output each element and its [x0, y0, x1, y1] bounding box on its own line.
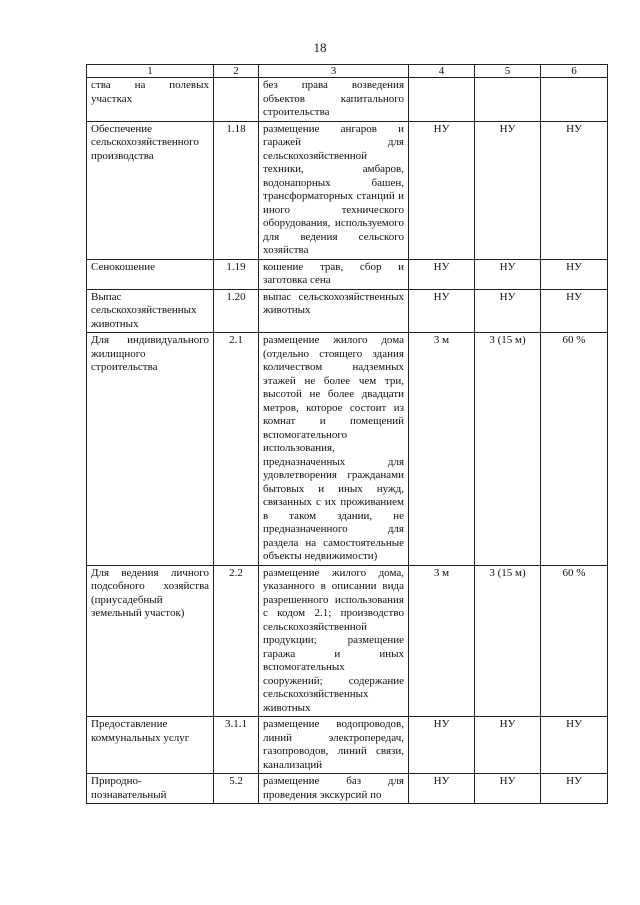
- value-col-5: НУ: [475, 121, 541, 259]
- use-description: размещение баз для проведения экскурсий по: [259, 774, 409, 804]
- value-col-6: 60 %: [541, 565, 608, 717]
- value-col-5: НУ: [475, 717, 541, 774]
- use-description: кошение трав, сбор и заготовка сена: [259, 259, 409, 289]
- value-col-6: НУ: [541, 121, 608, 259]
- use-description: без права возведения объектов капитального строительства: [259, 78, 409, 122]
- header-col-2: 2: [214, 65, 259, 78]
- value-col-4: НУ: [409, 717, 475, 774]
- value-col-5: НУ: [475, 289, 541, 333]
- value-col-4: НУ: [409, 259, 475, 289]
- value-col-6: НУ: [541, 289, 608, 333]
- use-code: 3.1.1: [214, 717, 259, 774]
- header-col-6: 6: [541, 65, 608, 78]
- value-col-5: 3 (15 м): [475, 333, 541, 566]
- table-header-row: [87, 65, 608, 78]
- use-name: Предоставление коммунальных услуг: [87, 717, 214, 774]
- table-row: [87, 333, 608, 566]
- value-col-5: НУ: [475, 774, 541, 804]
- header-col-4: 4: [409, 65, 475, 78]
- table-row: [87, 259, 608, 289]
- header-col-1: 1: [87, 65, 214, 78]
- table-row: [87, 78, 608, 122]
- value-col-4: [409, 78, 475, 122]
- table-row: [87, 565, 608, 717]
- use-description: размещение жилого дома, указанного в описании вида разрешенного использования с кодом 2.1; производство сельскохозяйственной продукции; размещение гаража и иных вспомогательных сооружений; содержание сельскохозяйственных животных: [259, 565, 409, 717]
- use-name: Выпас сельскохозяйственных животных: [87, 289, 214, 333]
- value-col-5: НУ: [475, 259, 541, 289]
- value-col-6: НУ: [541, 259, 608, 289]
- use-code: 1.19: [214, 259, 259, 289]
- use-name: Для индивидуального жилищного строительства: [87, 333, 214, 566]
- value-col-6: НУ: [541, 717, 608, 774]
- table-row: [87, 289, 608, 333]
- use-description: размещение ангаров и гаражей для сельскохозяйственной техники, амбаров, водонапорных башен, трансформаторных станций и иного технического оборудования, используемого для ведения сельского хозяйства: [259, 121, 409, 259]
- use-code: 1.18: [214, 121, 259, 259]
- use-code: 2.1: [214, 333, 259, 566]
- use-name: Для ведения личного подсобного хозяйства (приусадебный земельный участок): [87, 565, 214, 717]
- value-col-4: НУ: [409, 774, 475, 804]
- use-description: размещение водопроводов, линий электропередач, газопроводов, линий связи, канализаций: [259, 717, 409, 774]
- value-col-6: НУ: [541, 774, 608, 804]
- table-row: [87, 717, 608, 774]
- value-col-5: 3 (15 м): [475, 565, 541, 717]
- use-code: 2.2: [214, 565, 259, 717]
- value-col-6: [541, 78, 608, 122]
- use-name: Сенокошение: [87, 259, 214, 289]
- value-col-4: НУ: [409, 289, 475, 333]
- value-col-4: 3 м: [409, 333, 475, 566]
- use-description: размещение жилого дома (отдельно стоящего здания количеством надземных этажей не более чем три, высотой не более двадцати метров, которое состоит из комнат и помещений вспомогательного использования, предназначенных для удовлетворения гражданами бытовых и иных нужд, связанных с их проживанием в таком здании, не предназначенного для раздела на самостоятельные объекты недвижимости): [259, 333, 409, 566]
- value-col-6: 60 %: [541, 333, 608, 566]
- table-row: [87, 121, 608, 259]
- value-col-4: 3 м: [409, 565, 475, 717]
- value-col-5: [475, 78, 541, 122]
- table-row: [87, 774, 608, 804]
- use-code: [214, 78, 259, 122]
- page-number: 18: [313, 40, 327, 55]
- use-name: Природно-познавательный: [87, 774, 214, 804]
- value-col-4: НУ: [409, 121, 475, 259]
- use-code: 5.2: [214, 774, 259, 804]
- header-col-3: 3: [259, 65, 409, 78]
- use-name: ства на полевых участках: [87, 78, 214, 122]
- use-description: выпас сельскохозяйственных животных: [259, 289, 409, 333]
- land-use-table: [86, 64, 608, 804]
- use-code: 1.20: [214, 289, 259, 333]
- use-name: Обеспечение сельскохозяйственного производства: [87, 121, 214, 259]
- header-col-5: 5: [475, 65, 541, 78]
